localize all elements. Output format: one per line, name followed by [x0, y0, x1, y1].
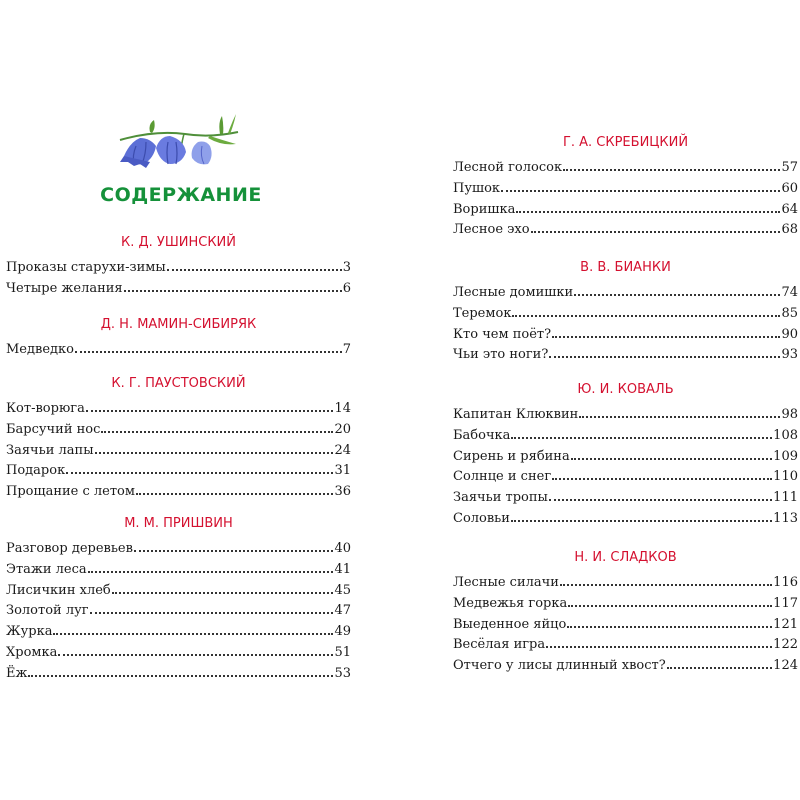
dot-leader: [552, 473, 772, 480]
toc-entry[interactable]: [453, 615, 798, 636]
author-section: [6, 310, 351, 361]
dot-leader: [552, 331, 780, 338]
toc-entry[interactable]: [6, 560, 351, 581]
dot-leader: [124, 285, 342, 292]
author-section: [453, 128, 798, 241]
dot-leader: [516, 206, 780, 213]
dot-leader: [53, 628, 333, 635]
dot-leader: [88, 566, 334, 573]
dot-leader: [568, 600, 772, 607]
entry-title: Этажи леса: [6, 561, 87, 577]
entry-page: 53: [334, 665, 351, 681]
toc-entry[interactable]: [6, 279, 351, 300]
dot-leader: [667, 662, 772, 669]
author-section: [6, 228, 351, 300]
entry-title: Кот-ворюга: [6, 401, 85, 416]
author-heading: М. М. ПРИШВИН: [124, 516, 233, 531]
toc-entry[interactable]: [453, 200, 798, 221]
entry-page: 93: [781, 347, 798, 363]
bellflower-illustration: [110, 112, 250, 172]
entry-title: Проказы старухи-зимы: [6, 260, 166, 275]
toc-entry[interactable]: [6, 340, 351, 361]
dot-leader: [563, 164, 780, 171]
dot-leader: [167, 264, 342, 271]
author-heading: Н. И. СЛАДКОВ: [574, 550, 677, 565]
entry-page: 60: [781, 180, 798, 196]
toc-entry[interactable]: [453, 509, 798, 530]
entry-title: Отчего у лисы длинный хвост?: [453, 658, 666, 674]
entry-page: 85: [781, 305, 798, 321]
entry-page: 109: [773, 448, 798, 464]
entry-page: 41: [334, 561, 351, 577]
entry-title: Ёж: [6, 665, 28, 681]
toc-entry[interactable]: [453, 426, 798, 447]
dot-leader: [58, 649, 333, 656]
entry-title: Медвежья горка: [453, 595, 568, 611]
entry-page: 24: [334, 442, 351, 458]
toc-entry[interactable]: [453, 179, 798, 200]
entry-title: Теремок: [453, 305, 512, 321]
dot-leader: [75, 346, 342, 353]
entry-page: 51: [334, 644, 351, 660]
dot-leader: [579, 411, 780, 418]
entry-page: 47: [334, 603, 351, 619]
dot-leader: [66, 467, 333, 474]
entry-page: 36: [334, 484, 351, 500]
entry-title: Заячьи лапы: [6, 442, 94, 458]
entry-title: Лесные домишки: [453, 285, 574, 300]
entry-title: Хромка: [6, 644, 58, 660]
entry-title: Лисичкин хлеб: [6, 582, 111, 598]
dot-leader: [86, 405, 334, 412]
dot-leader: [134, 545, 334, 552]
toc-entry[interactable]: [6, 258, 351, 279]
toc-entry[interactable]: [453, 283, 798, 304]
toc-entry[interactable]: [453, 325, 798, 346]
author-section: [6, 369, 351, 503]
entry-page: 74: [781, 285, 798, 300]
entry-title: Разговор деревьев: [6, 541, 133, 556]
toc-entry[interactable]: [6, 581, 351, 602]
dot-leader: [112, 587, 334, 594]
toc-entry[interactable]: [6, 643, 351, 664]
author-heading: В. В. БИАНКИ: [580, 260, 671, 275]
entry-title: Капитан Клюквин: [453, 407, 579, 422]
entry-title: Медведко: [6, 342, 74, 357]
dot-leader: [28, 670, 333, 677]
entry-page: 20: [334, 421, 351, 437]
toc-entry[interactable]: [6, 461, 351, 482]
entry-page: 111: [773, 490, 798, 506]
entry-title: Лесной голосок: [453, 160, 563, 175]
entry-title: Барсучий нос: [6, 421, 101, 437]
dot-leader: [549, 494, 772, 501]
toc-entry[interactable]: [6, 399, 351, 420]
toc-entry[interactable]: [453, 158, 798, 179]
entry-title: Выеденное яйцо: [453, 616, 567, 632]
toc-entry[interactable]: [453, 405, 798, 426]
toc-entry[interactable]: [453, 220, 798, 241]
entry-title: Бабочка: [453, 427, 511, 443]
dot-leader: [511, 432, 772, 439]
author-heading: Ю. И. КОВАЛЬ: [577, 382, 674, 397]
entry-page: 40: [334, 541, 351, 556]
toc-entry[interactable]: [453, 594, 798, 615]
page-title: СОДЕРЖАНИЕ: [100, 184, 262, 206]
author-section: [453, 543, 798, 677]
entry-title: Кто чем поёт?: [453, 326, 552, 342]
entry-title: Четыре желания: [6, 280, 123, 296]
entry-page: 6: [342, 280, 351, 296]
dot-leader: [501, 185, 780, 192]
toc-entry[interactable]: [6, 664, 351, 685]
entry-title: Соловьи: [453, 510, 510, 526]
entry-title: Прощание с летом: [6, 484, 135, 500]
entry-title: Чьи это ноги?: [453, 347, 549, 363]
entry-page: 45: [334, 582, 351, 598]
toc-entry[interactable]: [6, 539, 351, 560]
entry-page: 3: [342, 260, 351, 275]
entry-title: Пушок: [453, 180, 501, 196]
toc-entry[interactable]: [6, 441, 351, 462]
dot-leader: [574, 289, 780, 296]
entry-page: 108: [773, 427, 798, 443]
toc-entry[interactable]: [453, 656, 798, 677]
toc-entry[interactable]: [6, 601, 351, 622]
author-heading: К. Г. ПАУСТОВСКИЙ: [111, 376, 246, 391]
toc-entry[interactable]: [453, 447, 798, 468]
dot-leader: [90, 607, 334, 614]
dot-leader: [549, 351, 780, 358]
entry-page: 68: [781, 222, 798, 238]
toc-entry[interactable]: [453, 573, 798, 594]
toc-entry[interactable]: [453, 345, 798, 366]
entry-page: 90: [781, 326, 798, 342]
entry-page: 124: [773, 658, 798, 674]
entry-page: 7: [342, 342, 351, 357]
dot-leader: [101, 426, 333, 433]
entry-page: 49: [334, 624, 351, 640]
author-section: [453, 253, 798, 366]
dot-leader: [560, 579, 772, 586]
toc-entry[interactable]: [453, 467, 798, 488]
author-section: [6, 509, 351, 685]
dot-leader: [531, 226, 781, 233]
entry-title: Журка: [6, 624, 53, 640]
toc-entry[interactable]: [6, 482, 351, 503]
entry-page: 116: [773, 575, 798, 590]
dot-leader: [511, 515, 772, 522]
dot-leader: [567, 621, 772, 628]
entry-page: 121: [773, 616, 798, 632]
entry-page: 117: [773, 595, 798, 611]
toc-entry[interactable]: [453, 488, 798, 509]
entry-title: Лесное эхо: [453, 222, 530, 238]
entry-page: 122: [773, 637, 798, 653]
author-heading: Г. А. СКРЕБИЦКИЙ: [562, 135, 689, 150]
author-heading: Д. Н. МАМИН-СИБИРЯК: [100, 317, 257, 332]
entry-title: Весёлая игра: [453, 637, 546, 653]
entry-page: 14: [334, 401, 351, 416]
entry-page: 98: [781, 407, 798, 422]
entry-title: Заячьи тропы: [453, 490, 548, 506]
toc-entry[interactable]: [6, 420, 351, 441]
right-page: [400, 0, 800, 800]
entry-title: Золотой луг: [6, 603, 89, 619]
entry-page: 113: [773, 510, 798, 526]
entry-page: 31: [334, 463, 351, 479]
entry-title: Подарок: [6, 463, 66, 479]
dot-leader: [546, 641, 772, 648]
dot-leader: [512, 310, 780, 317]
entry-title: Солнце и снег: [453, 469, 552, 485]
toc-entry[interactable]: [6, 622, 351, 643]
entry-page: 57: [781, 160, 798, 175]
dot-leader: [571, 453, 772, 460]
entry-page: 64: [781, 201, 798, 217]
dot-leader: [136, 488, 333, 495]
toc-entry[interactable]: [453, 304, 798, 325]
toc-entry[interactable]: [453, 635, 798, 656]
author-section: [453, 375, 798, 530]
author-heading: К. Д. УШИНСКИЙ: [121, 235, 236, 250]
entry-title: Сирень и рябина: [453, 448, 570, 464]
entry-page: 110: [773, 469, 798, 485]
entry-title: Лесные силачи: [453, 575, 559, 590]
entry-title: Воришка: [453, 201, 516, 217]
dot-leader: [95, 447, 334, 454]
